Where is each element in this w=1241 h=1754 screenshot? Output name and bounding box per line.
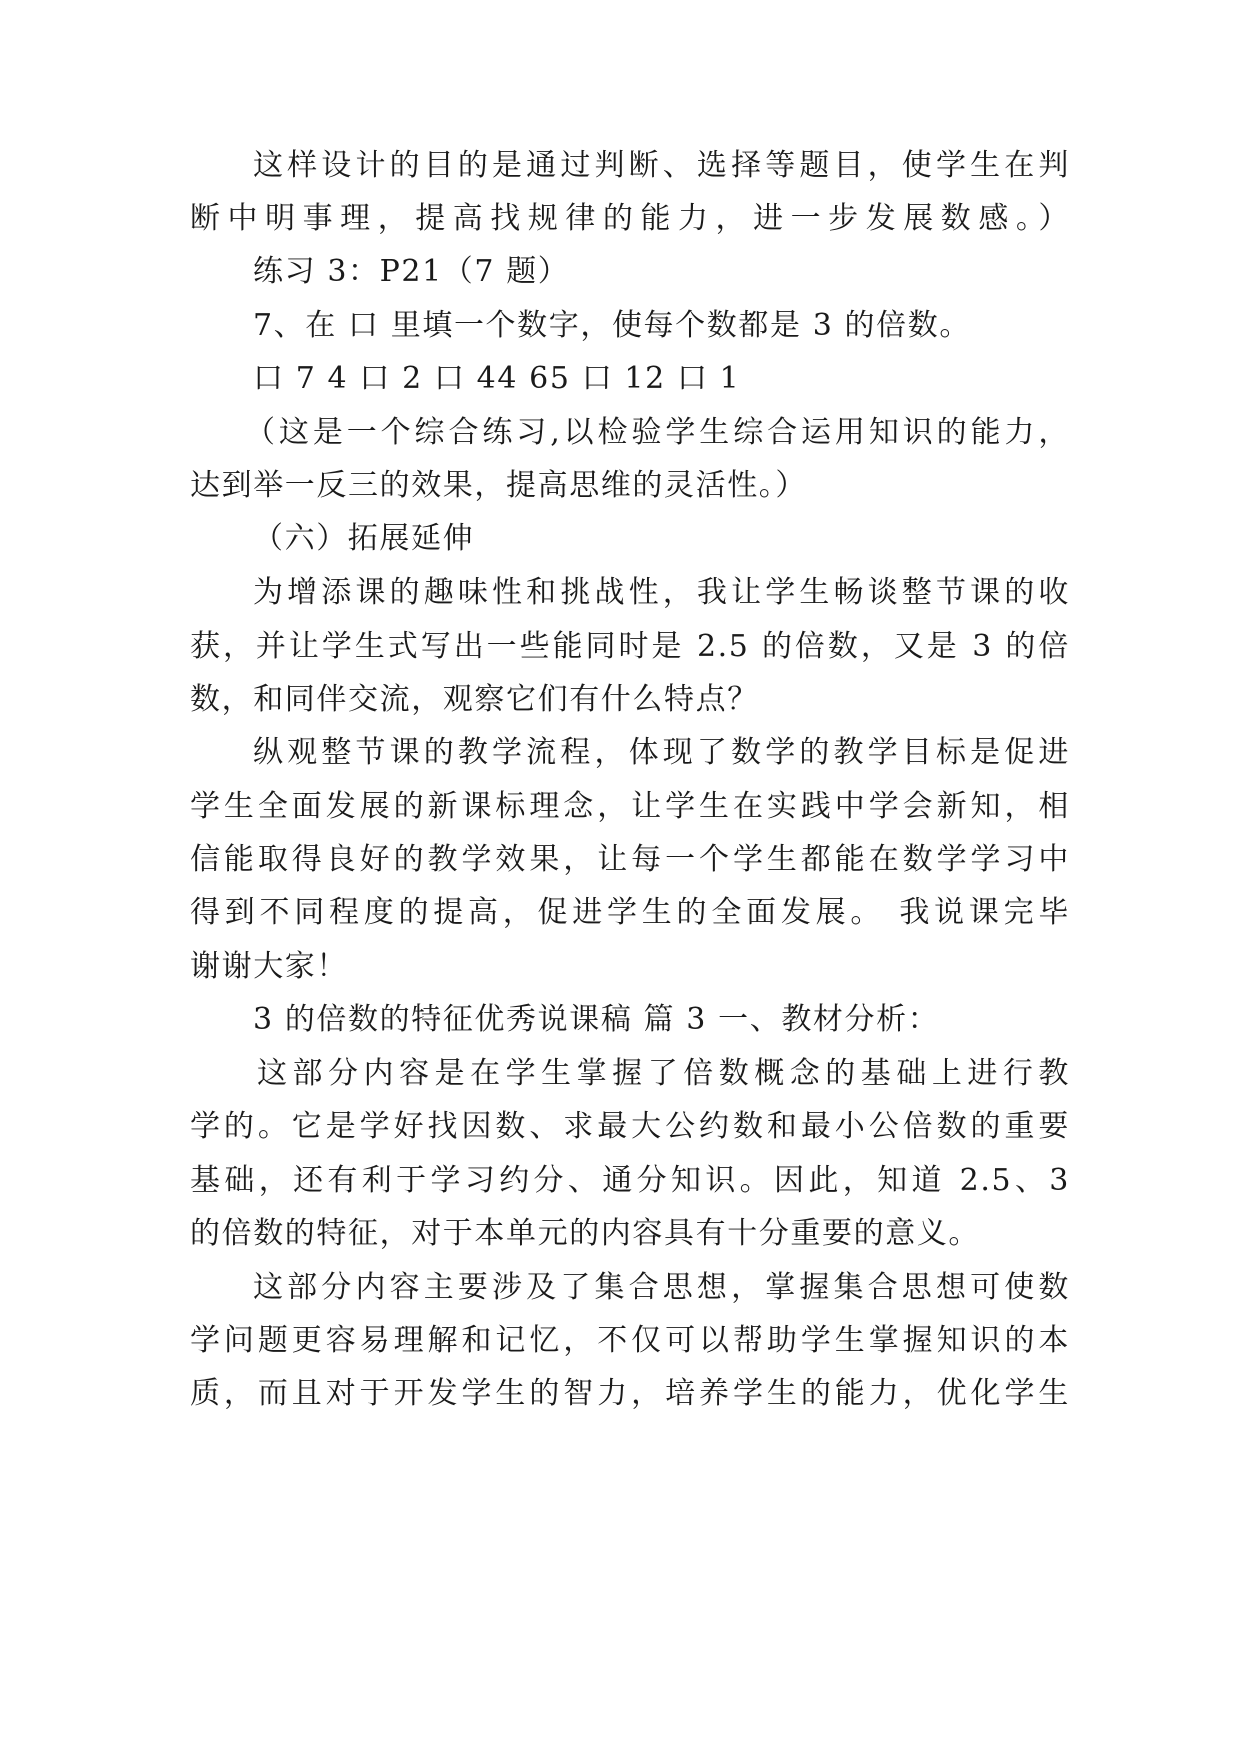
article-heading: 3 的倍数的特征优秀说课稿 篇 3 一、教材分析： (253, 1002, 940, 1037)
paragraph-line: 这样设计的目的是通过判断、选择等题目，使学生在判 (253, 148, 1070, 183)
paragraph-line: 质，而且对于开发学生的智力，培养学生的能力，优化学生 (190, 1376, 1070, 1411)
paragraph-line: 得到不同程度的提高，促进学生的全面发展。 我说课完毕 (190, 895, 1070, 930)
paragraph-line: 信能取得良好的教学效果，让每一个学生都能在数学学习中 (190, 842, 1070, 877)
paragraph-line: 的倍数的特征，对于本单元的内容具有十分重要的意义。 (190, 1216, 980, 1251)
exercise-heading: 练习 3：P21（7 题） (253, 254, 570, 289)
paragraph-line: 达到举一反三的效果，提高思维的灵活性。） (190, 468, 807, 503)
paragraph-line: 断中明事理，提高找规律的能力，进一步发展数感。） (190, 201, 1070, 236)
paragraph-line: 学问题更容易理解和记忆，不仅可以帮助学生掌握知识的本 (190, 1323, 1070, 1358)
paragraph-line: 基础，还有利于学习约分、通分知识。因此，知道 2.5、3 (190, 1163, 1070, 1198)
paragraph-line: （这是一个综合练习,以检验学生综合运用知识的能力， (245, 415, 1070, 450)
paragraph-line: 学生全面发展的新课标理念，让学生在实践中学会新知，相 (190, 789, 1070, 824)
paragraph-line: 谢谢大家！ (190, 949, 348, 984)
paragraph-line: 这部分内容是在学生掌握了倍数概念的基础上进行教 (257, 1056, 1070, 1091)
paragraph-line: 数，和同伴交流，观察它们有什么特点？ (190, 682, 759, 717)
paragraph-line: 学的。它是学好找因数、求最大公约数和最小公倍数的重要 (190, 1109, 1070, 1144)
paragraph-line: 获，并让学生式写出一些能同时是 2.5 的倍数，又是 3 的倍 (190, 629, 1070, 664)
paragraph-line: 纵观整节课的教学流程，体现了数学的教学目标是促进 (253, 735, 1070, 770)
exercise-question: 7、在 口 里填一个数字，使每个数都是 3 的倍数。 (253, 308, 971, 343)
paragraph-line: 这部分内容主要涉及了集合思想，掌握集合思想可使数 (253, 1270, 1070, 1305)
paragraph-line: 为增添课的趣味性和挑战性，我让学生畅谈整节课的收 (253, 575, 1070, 610)
exercise-numbers: 口 7 4 口 2 口 44 65 口 12 口 1 (253, 361, 741, 396)
section-heading: （六）拓展延伸 (253, 521, 475, 556)
